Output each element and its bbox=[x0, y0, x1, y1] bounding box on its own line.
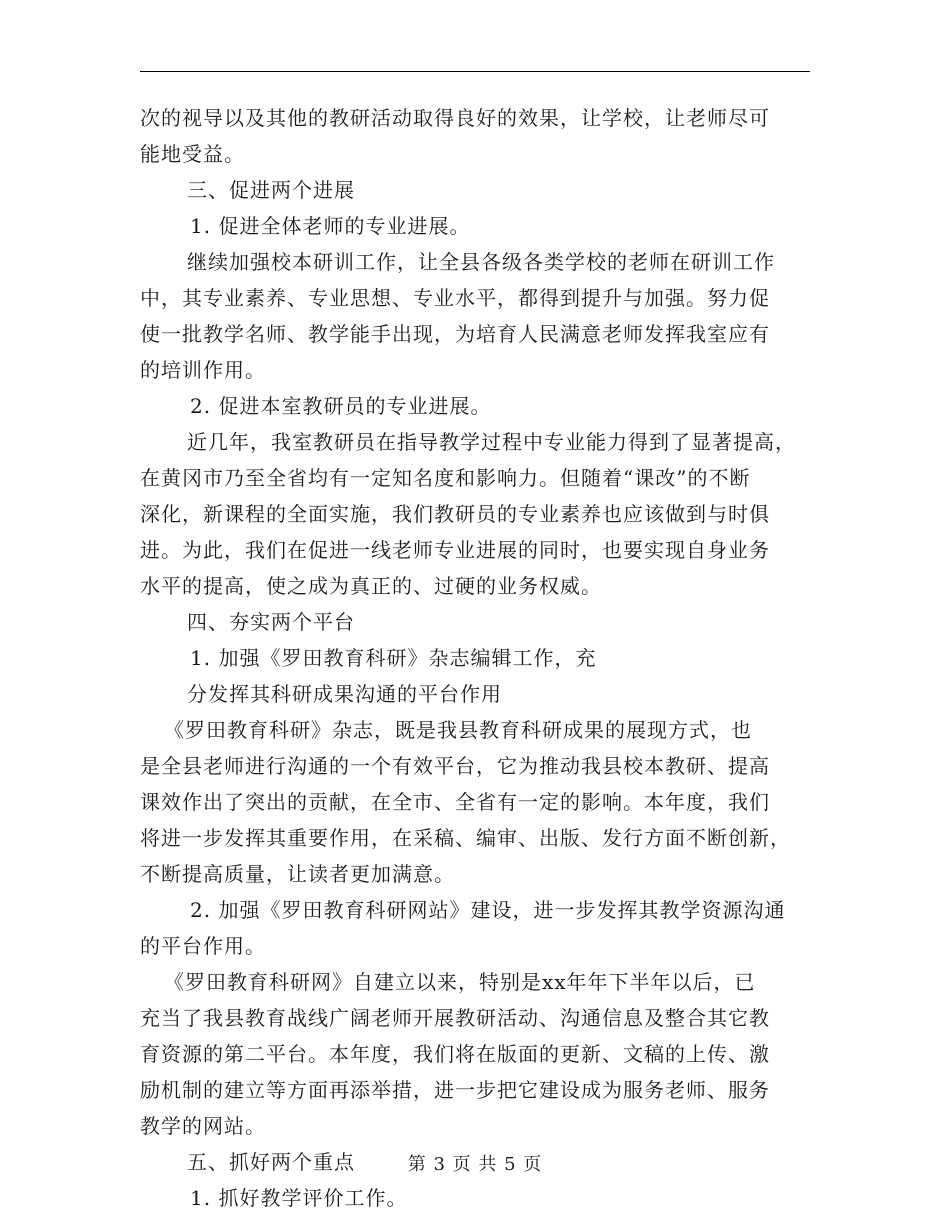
text-line: 中，其专业素养、专业思想、专业水平，都得到提升与加强。努力促 bbox=[140, 286, 770, 310]
document-body bbox=[140, 100, 820, 1216]
text-line: 能地受益。 bbox=[140, 142, 245, 166]
text-line: 教学的网站。 bbox=[140, 1114, 266, 1138]
text-line: 在黄冈市乃至全省均有一定知名度和影响力。但随着“课改”的不断 bbox=[140, 466, 751, 490]
text-line: 充当了我县教育战线广阔老师开展教研活动、沟通信息及整合其它教 bbox=[140, 1006, 770, 1030]
text-line: 的培训作用。 bbox=[140, 358, 266, 382]
text-line: 育资源的第二平台。本年度，我们将在版面的更新、文稿的上传、激 bbox=[140, 1042, 770, 1066]
page-footer: 第 3 页 共 5 页 bbox=[407, 1154, 543, 1175]
text-line: 课效作出了突出的贡献，在全市、全省有一定的影响。本年度，我们 bbox=[140, 790, 770, 814]
text-line: 不断提高质量，让读者更加满意。 bbox=[140, 862, 455, 886]
text-line: 的平台作用。 bbox=[140, 934, 266, 958]
text-line: 近几年，我室教研员在指导教学过程中专业能力得到了显著提高， bbox=[187, 430, 796, 454]
text-line: 将进一步发挥其重要作用，在采稿、编审、出版、发行方面不断创新， bbox=[140, 826, 791, 850]
text-line: 励机制的建立等方面再添举措，进一步把它建设成为服务老师、服务 bbox=[140, 1078, 770, 1102]
text-line: 分发挥其科研成果沟通的平台作用 bbox=[187, 682, 502, 706]
text-line: 进。为此，我们在促进一线老师专业进展的同时，也要实现自身业务 bbox=[140, 538, 770, 562]
text-line: 是全县老师进行沟通的一个有效平台，它为推动我县校本教研、提高 bbox=[140, 754, 770, 778]
text-line: 《罗田教育科研网》自建立以来，特别是xx年年下半年以后，已 bbox=[164, 970, 756, 994]
text-line: 1. 抓好教学评价工作。 bbox=[190, 1186, 408, 1210]
text-line: 深化，新课程的全面实施，我们教研员的专业素养也应该做到与时俱 bbox=[140, 502, 770, 526]
text-line: 《罗田教育科研》杂志，既是我县教育科研成果的展现方式，也 bbox=[164, 718, 752, 742]
text-line: 五、抓好两个重点 bbox=[187, 1150, 355, 1174]
text-line: 1. 促进全体老师的专业进展。 bbox=[190, 214, 471, 238]
text-line: 水平的提高，使之成为真正的、过硬的业务权威。 bbox=[140, 574, 602, 598]
text-line: 使一批教学名师、教学能手出现，为培育人民满意老师发挥我室应有 bbox=[140, 322, 770, 346]
text-line: 次的视导以及其他的教研活动取得良好的效果，让学校，让老师尽可 bbox=[140, 106, 770, 130]
text-line: 继续加强校本研训工作，让全县各级各类学校的老师在研训工作 bbox=[187, 250, 775, 274]
text-line: 三、促进两个进展 bbox=[187, 178, 355, 202]
header-rule bbox=[140, 71, 810, 72]
text-line: 1. 加强《罗田教育科研》杂志编辑工作，充 bbox=[190, 646, 597, 670]
text-line: 2. 加强《罗田教育科研网站》建设，进一步发挥其教学资源沟通 bbox=[190, 898, 786, 922]
text-line: 四、夯实两个平台 bbox=[187, 610, 355, 634]
text-line: 2. 促进本室教研员的专业进展。 bbox=[190, 394, 492, 418]
